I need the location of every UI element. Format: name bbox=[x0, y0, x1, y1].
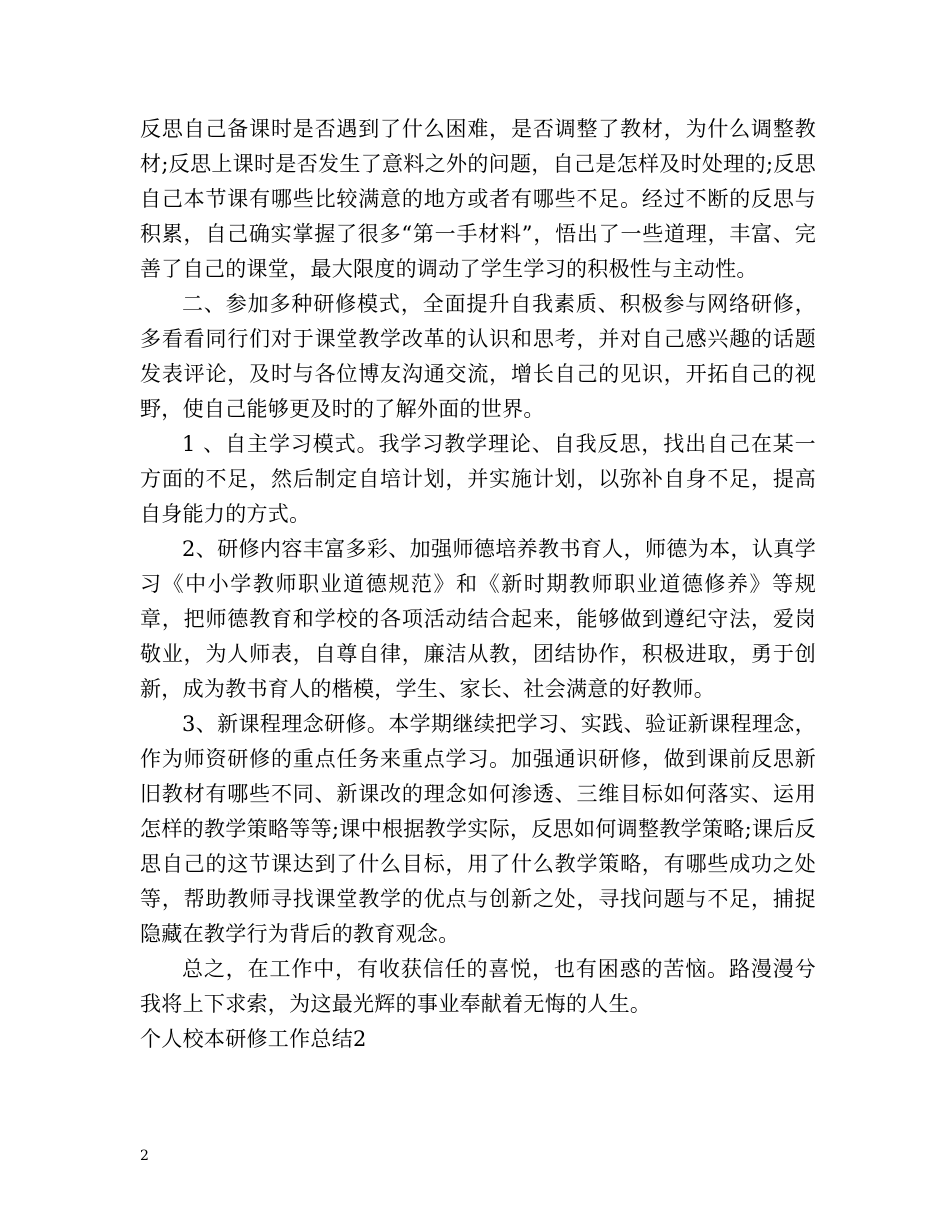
section-heading: 个人校本研修工作总结2 bbox=[140, 1027, 367, 1051]
paragraph-item-3: 3、新课程理念研修。本学期继续把学习、实践、验证新课程理念，作为师资研修的重点任务来重点学习。加强通识研修，做到课前反思新旧教材有哪些不同、新课改的理念如何渗透、三维目标如何落实、运用怎样的教学策略等等;课中根据教学实际，反思如何调整教学策略;课后反思自己的这节课达到了什么目标，用了什么教学策略，有哪些成功之处等，帮助教师寻找课堂教学的优点与创新之处，寻找问题与不足，捕捉隐藏在教学行为背后的教育观念。 bbox=[140, 712, 816, 946]
paragraph-section-two: 二、参加多种研修模式，全面提升自我素质、积极参与网络研修，多看看同行们对于课堂教学改革的认识和思考，并对自己感兴趣的话题发表评论，及时与各位博友沟通交流，增长自己的见识，开拓自己的视野，使自己能够更及时的了解外面的世界。 bbox=[140, 292, 816, 421]
document-body bbox=[140, 112, 816, 1057]
paragraph-item-2: 2、研修内容丰富多彩、加强师德培养教书育人，师德为本，认真学习《中小学教师职业道德规范》和《新时期教师职业道德修养》等规章，把师德教育和学校的各项活动结合起来，能够做到遵纪守法，爱岗敬业，为人师表，自尊自律，廉洁从教，团结协作，积极进取，勇于创新，成为教书育人的楷模，学生、家长、社会满意的好教师。 bbox=[140, 537, 816, 701]
paragraph-conclusion: 总之，在工作中，有收获信任的喜悦，也有困惑的苦恼。路漫漫兮我将上下求索，为这最光辉的事业奉献着无悔的人生。 bbox=[140, 957, 816, 1016]
paragraph-reflection: 反思自己备课时是否遇到了什么困难，是否调整了教材，为什么调整教材;反思上课时是否发生了意料之外的问题，自己是怎样及时处理的;反思自己本节课有哪些比较满意的地方或者有哪些不足。经过不断的反思与积累，自己确实掌握了很多“第一手材料”，悟出了一些道理，丰富、完善了自己的课堂，最大限度的调动了学生学习的积极性与主动性。 bbox=[140, 117, 816, 281]
page-number: 2 bbox=[140, 1148, 149, 1164]
paragraph-item-1: 1 、自主学习模式。我学习教学理论、自我反思，找出自己在某一方面的不足，然后制定自培计划，并实施计划，以弥补自身不足，提高自身能力的方式。 bbox=[140, 432, 816, 526]
